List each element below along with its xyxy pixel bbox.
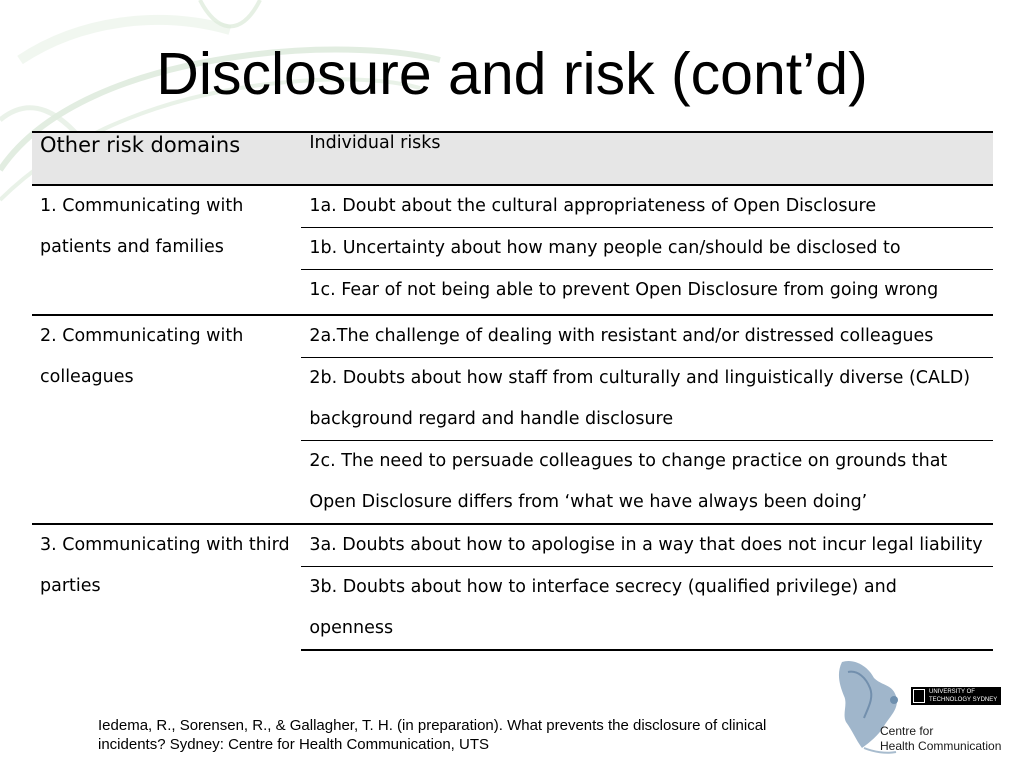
risk-cell xyxy=(301,441,993,525)
table-row xyxy=(32,524,993,567)
risk-text: 2c. The need to persuade colleagues to change practice on grounds that Open Disclosure differs from ‘what we have always been doing’ xyxy=(309,451,948,512)
risk-text: 2b. Doubts about how staff from culturally and linguistically diverse (CALD) background regard and handle disclosure xyxy=(309,368,971,429)
risk-text: 3a. Doubts about how to apologise in a way that does not incur legal liability xyxy=(309,535,983,555)
centre-logo-text xyxy=(880,724,1001,754)
centre-line-1: Centre for xyxy=(880,724,934,738)
risk-cell: 1c. Fear of not being able to prevent Open Disclosure from going wrong xyxy=(301,270,993,316)
risk-text: 3b. Doubts about how to interface secrecy (qualified privilege) and openness xyxy=(309,577,897,638)
risk-cell xyxy=(301,524,993,567)
risk-cell: 1a. Doubt about the cultural appropriateness of Open Disclosure xyxy=(301,185,993,228)
slide-title: Disclosure and risk (cont’d) xyxy=(156,41,868,107)
table-row xyxy=(32,185,993,228)
uts-logo xyxy=(911,687,1001,705)
header-individual-risks: Individual risks xyxy=(309,133,441,153)
risk-table xyxy=(32,131,993,651)
table-header-row xyxy=(32,132,993,185)
risk-cell xyxy=(301,358,993,441)
centre-line-2: Health Communication xyxy=(880,739,1002,753)
domain-cell: 2. Communicating with colleagues xyxy=(32,315,301,524)
domain-cell: 3. Communicating with third parties xyxy=(32,524,301,650)
risk-cell xyxy=(301,567,993,651)
uts-name: UNIVERSITY OF TECHNOLOGY SYDNEY xyxy=(929,689,998,703)
citation-text: Iedema, R., Sorensen, R., & Gallagher, T. H. (in preparation). What prevents the disclosure of clinical incidents? Sydney: Centre for Health Communication, UTS xyxy=(98,717,767,753)
uts-emblem-icon xyxy=(913,689,925,703)
domain-cell: 1. Communicating with patients and families xyxy=(32,185,301,315)
header-other-risk-domains: Other risk domains xyxy=(40,133,241,157)
table-row xyxy=(32,315,993,358)
risk-cell: 1b. Uncertainty about how many people can/should be disclosed to xyxy=(301,228,993,270)
risk-cell: 2a.The challenge of dealing with resistant and/or distressed colleagues xyxy=(301,315,993,358)
